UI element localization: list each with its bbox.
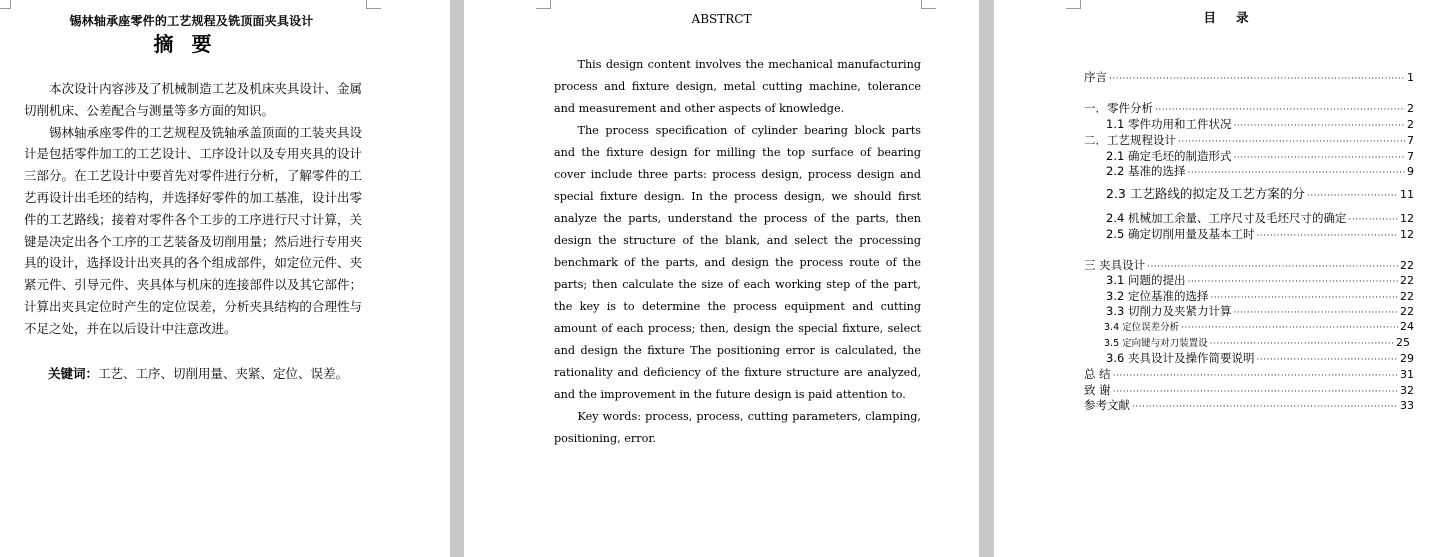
toc-entry[interactable]: 2.1 确定毛坯的制造形式 ····· 7 (1084, 149, 1414, 165)
abstract-body (24, 78, 362, 340)
abstract-body-english (554, 54, 921, 450)
keywords-label: 关键词： (48, 366, 99, 381)
document-page-english-abstract (464, 0, 979, 557)
crop-mark (536, 0, 551, 9)
document-page-table-of-contents (994, 0, 1442, 557)
toc-entry[interactable]: 总 结 ····· 31 (1084, 367, 1414, 383)
abstract-heading-english: ABSTRCT (691, 12, 752, 26)
toc-entry[interactable]: 序言 ····· 1 (1084, 70, 1414, 86)
toc-entry[interactable]: 一．零件分析 ····· 2 (1084, 101, 1414, 117)
toc-entry[interactable]: 三 夹具设计 ····· 22 (1084, 258, 1414, 274)
toc-entry[interactable]: 2.4 机械加工余量、工序尺寸及毛坯尺寸的确定 ····· 12 (1084, 211, 1414, 227)
abstract-paragraph: This design content involves the mechanical manufacturing process and fixture design, metal cutting machine, tolerance and measurement and other aspects of knowledge. (554, 58, 921, 115)
toc-entry[interactable]: 3.1 问题的提出 ····· 22 (1084, 273, 1414, 289)
abstract-paragraph: 锡林轴承座零件的工艺规程及铣轴承盖顶面的工装夹具设计是包括零件加工的工艺设计、工序设计以及专用夹具的设计三部分。在工艺设计中要首先对零件进行分析，了解零件的工艺再设计出毛坯的结构，并选择好零件的加工基准，设计出零件的工艺路线；接着对零件各个工步的工序进行尺寸计算，关键是决定出各个工序的工艺装备及切削用量；然后进行专用夹具的设计，选择设计出夹具的各个组成部件，如定位元件、夹紧元件、引导元件、夹具体与机床的连接部件以及其它部件；计算出夹具定位时产生的定位误差，分析夹具结构的合理性与不足之处，并在以后设计中注意改进。 (24, 124, 362, 336)
document-page-chinese-abstract (0, 0, 450, 557)
toc-entry[interactable]: 2.3 工艺路线的拟定及工艺方案的分 ····· 11 (1084, 187, 1414, 203)
page-gutter (450, 0, 464, 557)
toc-entry[interactable]: 3.6 夹具设计及操作简要说明 ····· 29 (1084, 351, 1414, 367)
toc-entry[interactable]: 2.2 基准的选择 ····· 9 (1084, 164, 1414, 180)
toc-entry[interactable]: 1.1 零件功用和工件状况 ····· 2 (1084, 117, 1414, 133)
abstract-paragraph: 本次设计内容涉及了机械制造工艺及机床夹具设计、金属切削机床、公差配合与测量等多方面的知识。 (24, 81, 362, 118)
toc-entry[interactable]: 3.5 定向键与对刀装置设 ····· 25 (1084, 336, 1410, 351)
abstract-heading: 摘要 (153, 32, 230, 56)
toc-entry[interactable]: 2.5 确定切削用量及基本工时 ····· 12 (1084, 227, 1414, 243)
crop-mark (921, 0, 936, 9)
toc-entry[interactable]: 参考文献 ····· 33 (1084, 398, 1414, 414)
crop-mark (0, 0, 11, 9)
toc-heading: 目录 (1203, 10, 1269, 25)
thesis-title: 锡林轴承座零件的工艺规程及铣顶面夹具设计 (69, 14, 314, 28)
crop-mark (366, 0, 381, 9)
page-gutter (979, 0, 994, 557)
toc-entry[interactable]: 二．工艺规程设计 ····· 7 (1084, 133, 1414, 149)
toc-entry[interactable]: 3.2 定位基准的选择 ····· 22 (1084, 289, 1414, 305)
keywords-text: 工艺、工序、切削用量、夹紧、定位、误差。 (98, 366, 349, 381)
toc-entry[interactable]: 3.4 定位误差分析 ····· 24 (1084, 320, 1414, 335)
keywords-line (48, 364, 348, 382)
abstract-paragraph: Key words: process, process, cutting parameters, clamping, positioning, error. (554, 410, 921, 445)
toc-entry[interactable]: 3.3 切削力及夹紧力计算 ····· 22 (1084, 304, 1414, 320)
toc-entry[interactable]: 致 谢 ····· 32 (1084, 383, 1414, 399)
abstract-paragraph: The process specification of cylinder bearing block parts and the fixture design for milling the top surface of bearing cover include three parts: process design, process design and special fixture design. In the process design, we should first analyze the parts, understand the process of the parts, then design the structure of the blank, and select the processing benchmark of the parts, and design the process route of the parts; then calculate the size of each working step of the part, the key is to determine the process equipment and cutting amount of each process; then, design the special fixture, select and design the fixture The positioning error is calculated, the rationality and deficiency of the fixture structure are analyzed, and the improvement in the future design is paid attention to. (554, 124, 921, 401)
